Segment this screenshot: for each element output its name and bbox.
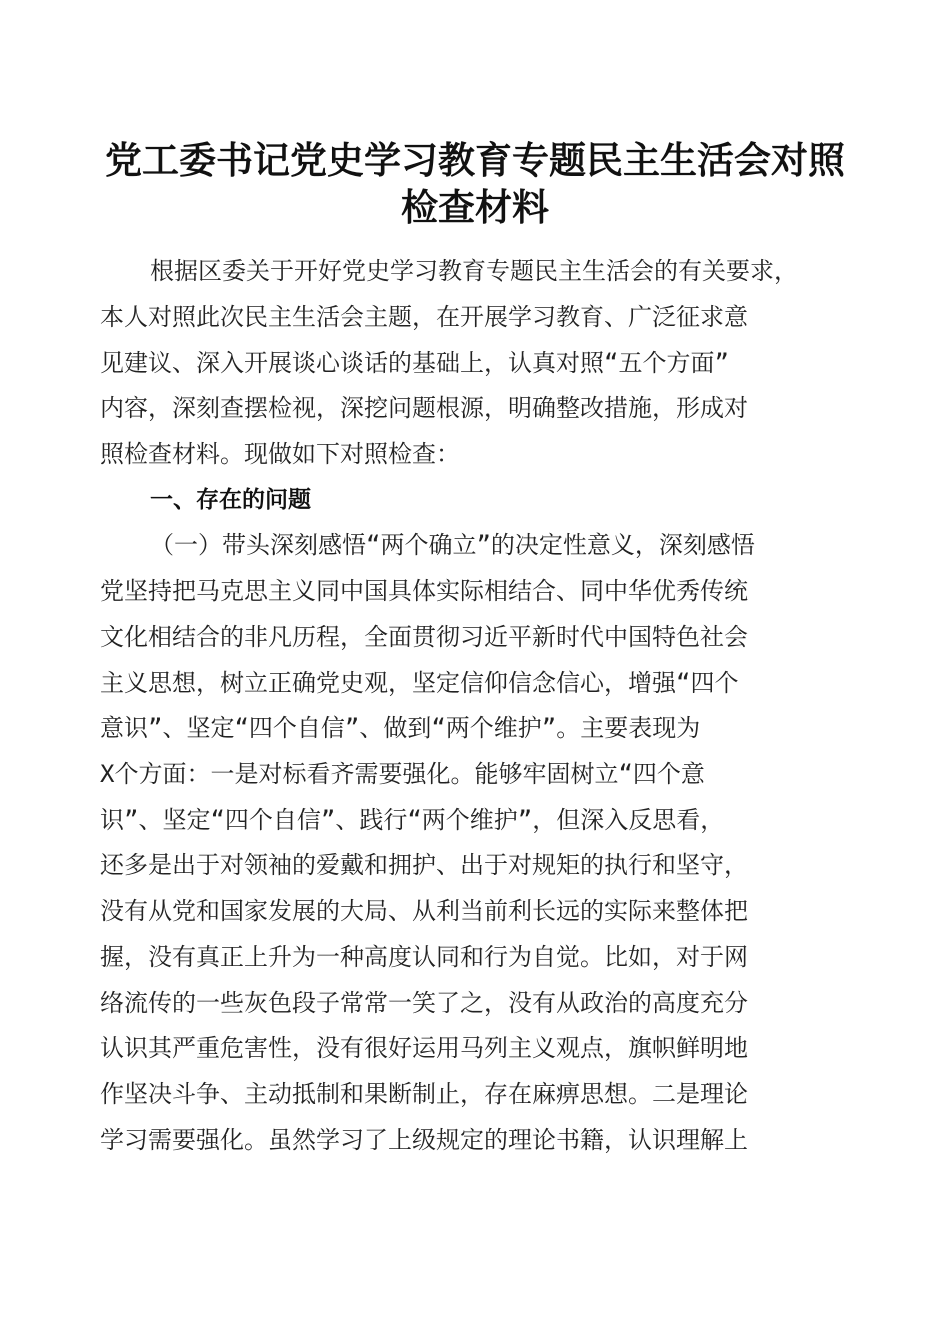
body-paragraph-line: 认识其严重危害性，没有很好运用马列主义观点，旗帜鲜明地 (100, 1034, 748, 1062)
body-paragraph-line: 学习需要强化。虽然学习了上级规定的理论书籍，认识理解上 (100, 1126, 748, 1154)
body-paragraph-line: 党坚持把马克思主义同中国具体实际相结合、同中华优秀传统 (100, 577, 748, 605)
body-paragraph-line: 识”、坚定“四个自信”、践行“两个维护”，但深入反思看， (100, 806, 725, 834)
intro-paragraph-line: 内容，深刻查摆检视，深挖问题根源，明确整改措施，形成对 (100, 394, 748, 422)
body-paragraph-line: 主义思想，树立正确党史观，坚定信仰信念信心，增强“四个 (100, 669, 739, 697)
body-paragraph-line: 文化相结合的非凡历程，全面贯彻习近平新时代中国特色社会 (100, 623, 748, 651)
intro-paragraph-line: 见建议、深入开展谈心谈话的基础上，认真对照“五个方面” (100, 349, 729, 377)
intro-paragraph-line: 照检查材料。现做如下对照检查： (100, 440, 460, 468)
body-paragraph-line: 意识”、坚定“四个自信”、做到“两个维护”。主要表现为 (100, 714, 701, 742)
body-paragraph-line: 还多是出于对领袖的爱戴和拥护、出于对规矩的执行和坚守， (100, 851, 748, 879)
document-title-line-2: 检查材料 (401, 185, 549, 229)
intro-paragraph-line: 本人对照此次民主生活会主题，在开展学习教育、广泛征求意 (100, 303, 748, 331)
body-paragraph-line: （一）带头深刻感悟“两个确立”的决定性意义，深刻感悟 (150, 531, 755, 559)
document-title-line-1: 党工委书记党史学习教育专题民主生活会对照 (105, 138, 845, 182)
body-paragraph-line: 络流传的一些灰色段子常常一笑了之，没有从政治的高度充分 (100, 989, 748, 1017)
body-paragraph-line: 没有从党和国家发展的大局、从利当前利长远的实际来整体把 (100, 897, 748, 925)
section-heading: 一、存在的问题 (150, 487, 311, 513)
body-paragraph-line: X个方面：一是对标看齐需要强化。能够牢固树立“四个意 (100, 760, 705, 788)
intro-paragraph-line: 根据区委关于开好党史学习教育专题民主生活会的有关要求， (150, 257, 798, 285)
body-paragraph-line: 作坚决斗争、主动抵制和果断制止，存在麻痹思想。二是理论 (100, 1080, 748, 1108)
body-paragraph-line: 握，没有真正上升为一种高度认同和行为自觉。比如，对于网 (100, 943, 748, 971)
